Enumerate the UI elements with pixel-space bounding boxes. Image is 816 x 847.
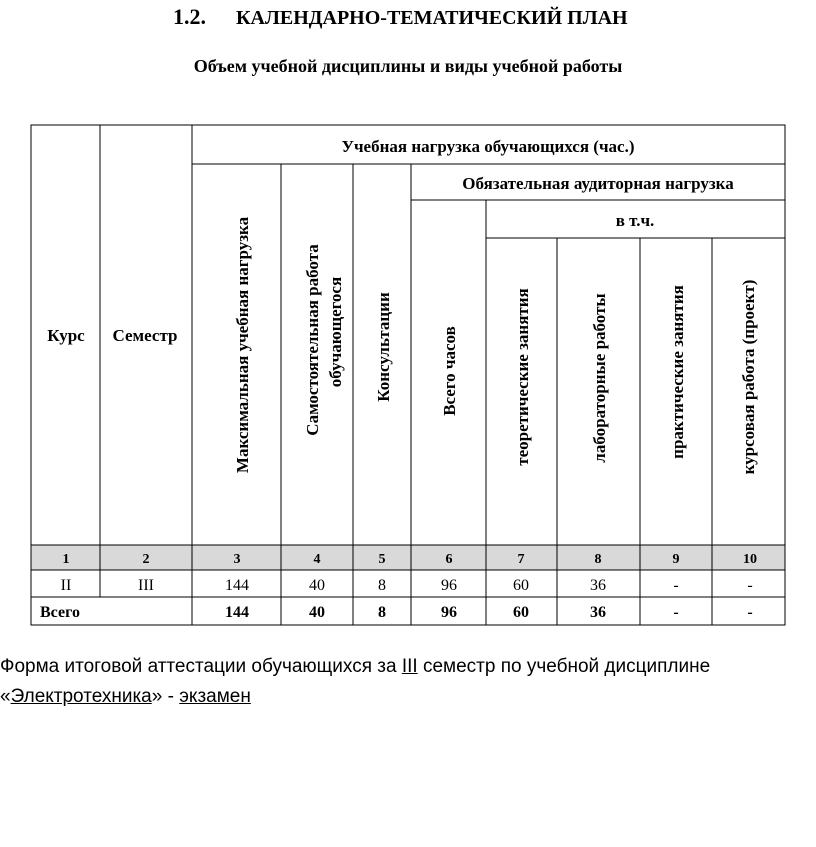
header-lab: лабораторные работы: [590, 293, 609, 463]
column-number: 6: [445, 552, 453, 567]
attestation-suffix: семестр по учебной дисциплине: [417, 656, 711, 677]
header-theory: теоретические занятия: [513, 288, 532, 466]
total-hours: 96: [441, 604, 457, 621]
column-number: 8: [594, 552, 602, 567]
cell-practice: -: [673, 577, 679, 594]
column-number: 5: [378, 552, 386, 567]
cell-theory: 60: [513, 577, 529, 594]
cell-course-work: -: [747, 577, 753, 594]
header-total-hours: Всего часов: [440, 326, 459, 416]
table-subtitle: Объем учебной дисциплины и виды учебной работы: [193, 56, 623, 76]
attestation-line-2: [0, 682, 816, 712]
header-group-mandatory: Обязательная аудиторная нагрузка: [462, 174, 734, 193]
table-row: [61, 577, 753, 594]
header-practice: практические занятия: [668, 285, 687, 459]
header-self-work-line1: Самостоятельная работа: [303, 244, 322, 436]
header-group-load: Учебная нагрузка обучающихся (час.): [341, 137, 635, 156]
header-semester: Семестр: [112, 326, 178, 345]
cell-consultations: 8: [378, 577, 386, 594]
cell-lab: 36: [590, 577, 606, 594]
column-number: 4: [313, 552, 321, 567]
header-course: Курс: [47, 326, 85, 345]
attestation-line-1: [0, 652, 816, 682]
column-number: 1: [62, 552, 70, 567]
total-self-work: 40: [309, 604, 325, 621]
column-number: 3: [233, 552, 241, 567]
header-course-work: курсовая работа (проект): [739, 279, 758, 475]
totals-label: Всего: [40, 604, 80, 621]
dash: -: [162, 686, 180, 707]
column-number: 10: [743, 552, 757, 567]
total-course-work: -: [747, 604, 753, 621]
quote-close: »: [151, 686, 163, 707]
cell-semester: III: [138, 577, 154, 594]
total-lab: 36: [590, 604, 606, 621]
header-max-load: Максимальная учебная нагрузка: [233, 216, 252, 474]
attestation-form: экзамен: [179, 686, 251, 707]
header-self-work-line2: обучающегося: [326, 276, 345, 388]
column-number: 2: [142, 552, 150, 567]
section-number: 1.2.: [173, 4, 206, 29]
totals-row: [40, 604, 753, 621]
header-group-incl: в т.ч.: [615, 211, 655, 230]
attestation-prefix: Форма итоговой аттестации обучающихся за: [0, 656, 402, 677]
cell-course: II: [60, 577, 72, 594]
total-max-load: 144: [225, 604, 249, 621]
discipline-name: Электротехника: [10, 686, 152, 707]
section-title: КАЛЕНДАРНО-ТЕМАТИЧЕСКИЙ ПЛАН: [236, 7, 628, 29]
cell-self-work: 40: [309, 577, 325, 594]
total-consultations: 8: [378, 604, 386, 621]
column-number: 7: [517, 552, 525, 567]
attestation-note: [0, 652, 816, 712]
attestation-semester: III: [401, 656, 418, 677]
column-number: 9: [672, 552, 680, 567]
quote-open: «: [0, 686, 11, 707]
cell-max-load: 144: [225, 577, 249, 594]
total-theory: 60: [513, 604, 529, 621]
header-consultations: Консультации: [374, 292, 393, 402]
total-practice: -: [673, 604, 679, 621]
cell-total-hours: 96: [441, 577, 457, 594]
